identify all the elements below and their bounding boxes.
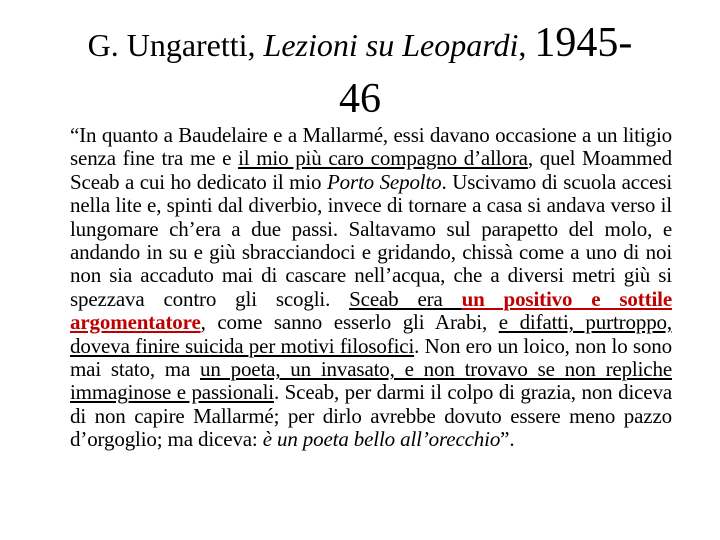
highlighted-phrase-argomentatore: un positivo e sottile argomentatore	[70, 286, 672, 335]
quote-text-1: “In quanto a Baudelaire e a Mallarmé, essi davano occasione a un litigio senza fine tra me e	[70, 123, 672, 171]
quote-text-6: . Sceab, per darmi il colpo di grazia, non diceva di non capire Mallarmé; per dirlo avrebbe dovuto essere meno pazzo d’orgoglio; ma diceva:	[70, 380, 672, 452]
italic-title-porto-sepolto: Porto Sepolto	[326, 169, 442, 194]
italic-phrase-poeta-bello: è un poeta bello all’orecchio	[262, 427, 501, 452]
title-work: Lezioni su Leopardi	[263, 27, 519, 63]
quote-text-5: . Non ero un loico, non lo sono mai stato, ma	[70, 333, 672, 382]
slide-title	[30, 16, 690, 128]
underlined-phrase-sceab: Sceab era	[349, 286, 462, 311]
title-year-start: 1945-	[534, 20, 633, 66]
title-author: G. Ungaretti,	[87, 27, 264, 63]
underlined-phrase-poeta: un poeta, un invasato, e non trovavo se non repliche immaginose e passionali	[70, 357, 672, 405]
quote-text-3: . Uscivamo di scuola accesi nella lite e, spinti dal diverbio, invece di tornare a casa si andava verso il lungomare ch’era a due passi. Saltavamo sul parapetto del molo, e andando in su e giù sbracciandoci e gridando, chissà come a uno di noi non sia accaduto mai di cascare nell’acqua, che a diversi metri giù si spezzava contro gli scogli.	[70, 169, 673, 311]
title-separator: ,	[518, 27, 535, 63]
underlined-phrase-filosofici: e difatti, purtroppo, doveva finire suicida per motivi filosofici	[70, 310, 672, 358]
quote-text-2: , quel Moammed Sceab a cui ho dedicato il mio	[70, 146, 672, 194]
title-year-end: 46	[339, 76, 381, 122]
quote-text-4: , come sanno esserlo gli Arabi,	[200, 310, 499, 335]
quote-text-7: ”.	[500, 427, 515, 452]
underlined-phrase-compagno: il mio più caro compagno d’allora	[238, 146, 528, 171]
quotation-body	[70, 124, 672, 452]
